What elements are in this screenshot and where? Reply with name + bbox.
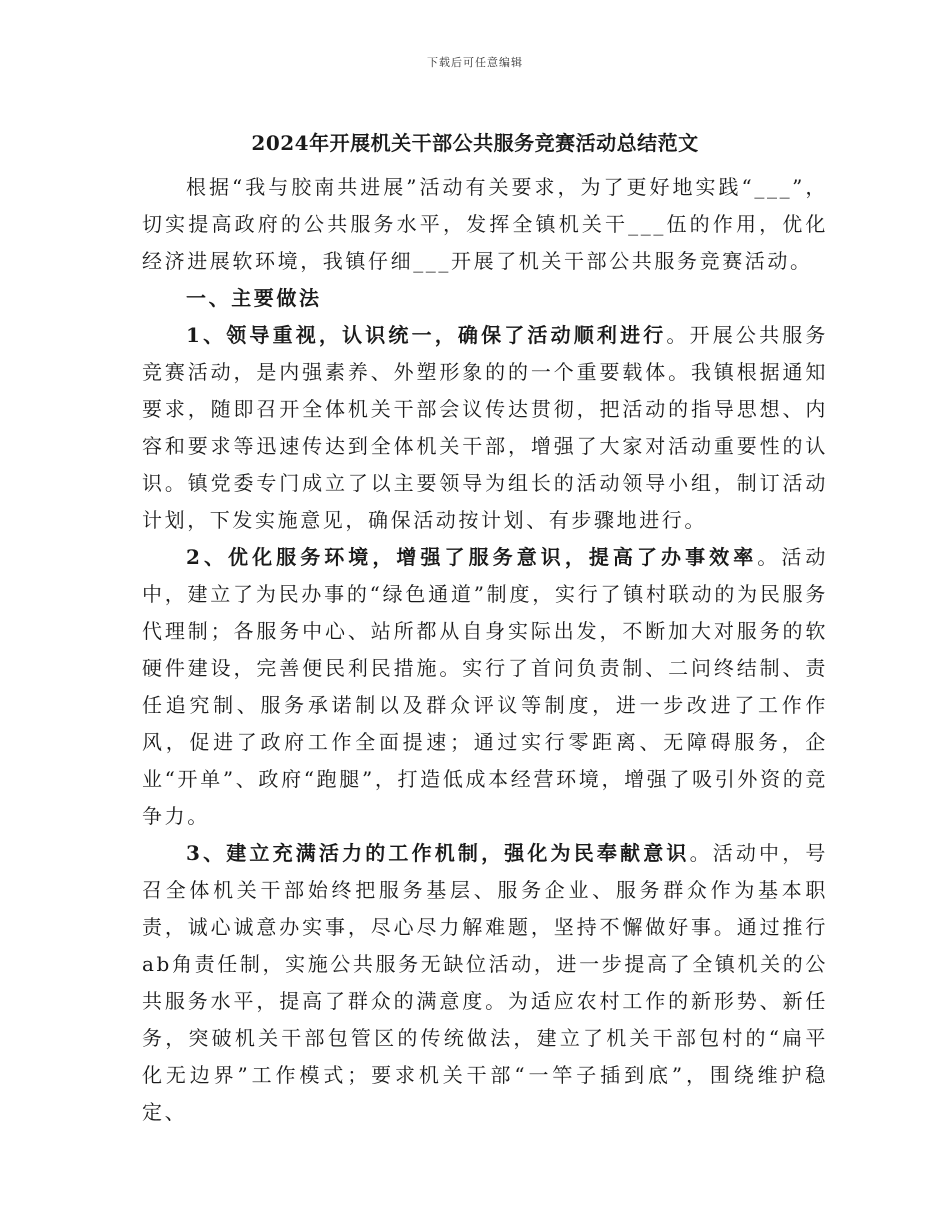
item-paragraph-3 — [142, 835, 828, 1131]
section-heading-main-practices: 一、主要做法 — [186, 286, 322, 310]
document-title: 2024年开展机关干部公共服务竞赛活动总结范文 — [251, 131, 699, 155]
item-body-2: 。活动中，建立了为民办事的“绿色通道”制度，实行了镇村联动的为民服务代理制；各服务中心、站所都从自身实际出发，不断加大对服务的软硬件建设，完善便民利民措施。实行了首问负责制、二问终结制、责任追究制、服务承诺制以及群众评议等制度，进一步改进了工作作风，促进了政府工作全面提速；通过实行零距离、无障碍服务，企业“开单”、政府“跑腿”，打造低成本经营环境，增强了吸引外资的竞争力。 — [142, 545, 828, 828]
item-lead-1: 1、领导重视，认识统一，确保了活动顺利进行 — [186, 323, 667, 347]
header-note: 下载后可任意编辑 — [427, 56, 523, 69]
intro-paragraph: 根据“我与胶南共进展”活动有关要求，为了更好地实践“___”，切实提高政府的公共服务水平，发挥全镇机关干___伍的作用，优化经济进展软环境，我镇仔细___开展了机关干部公共服务竞赛活动。 — [142, 175, 828, 273]
item-paragraph-1 — [142, 317, 828, 539]
item-body-1: 。开展公共服务竞赛活动，是内强素养、外塑形象的的一个重要载体。我镇根据通知要求，随即召开全体机关干部会议传达贯彻，把活动的指导思想、内容和要求等迅速传达到全体机关干部，增强了大家对活动重要性的认识。镇党委专门成立了以主要领导为组长的活动领导小组，制订活动计划，下发实施意见，确保活动按计划、有步骤地进行。 — [142, 323, 829, 532]
item-lead-2: 2、优化服务环境，增强了服务意识，提高了办事效率 — [186, 545, 758, 569]
item-paragraph-2 — [142, 539, 828, 835]
item-lead-3: 3、建立充满活力的工作机制，强化为民奉献意识 — [186, 841, 690, 865]
item-body-3: 。活动中，号召全体机关干部始终把服务基层、服务企业、服务群众作为基本职责，诚心诚意办实事，尽心尽力解难题，坚持不懈做好事。通过推行ab角责任制，实施公共服务无缺位活动，进一步提高了全镇机关的公共服务水平，提高了群众的满意度。为适应农村工作的新形势、新任务，突破机关干部包管区的传统做法，建立了机关干部包村的“扁平化无边界”工作模式；要求机关干部“一竿子插到底”，围绕维护稳定、 — [142, 841, 828, 1124]
document-body — [142, 169, 828, 1131]
